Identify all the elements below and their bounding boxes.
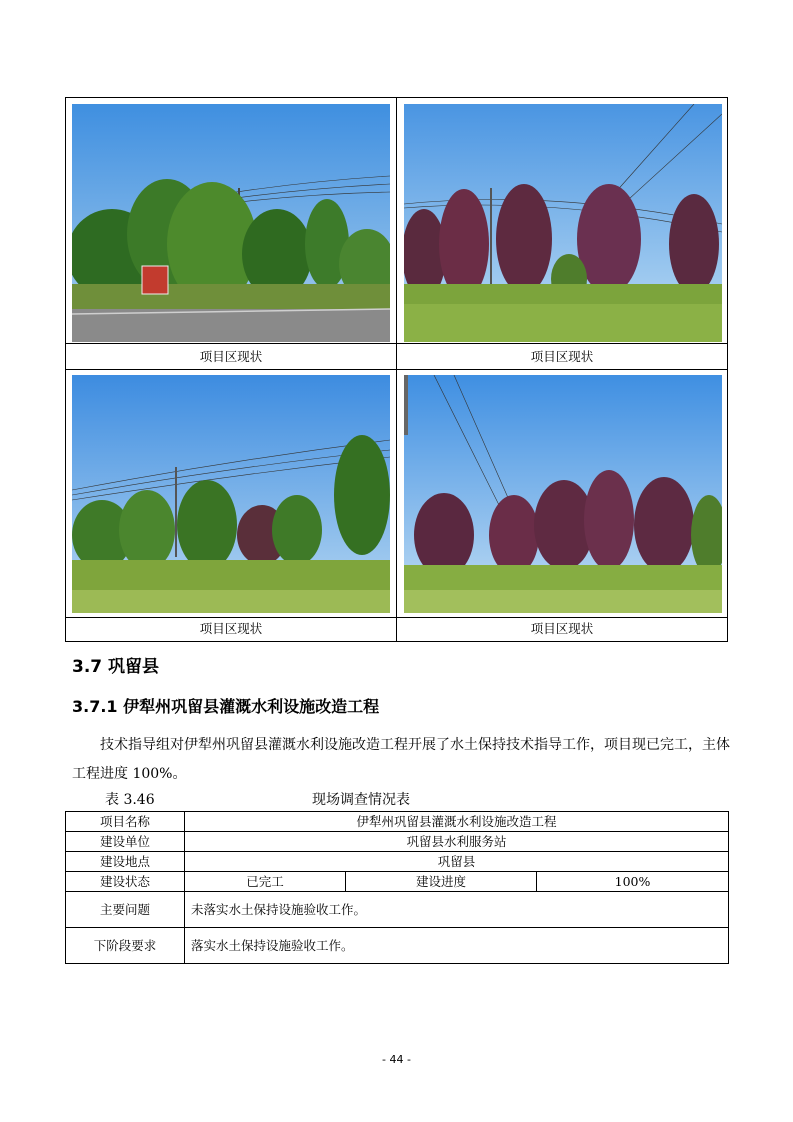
photo-2: [404, 104, 722, 342]
table-row: [66, 832, 729, 852]
photo-grid: [65, 97, 728, 642]
photo-caption-3: 项目区现状: [199, 621, 263, 636]
photo-1: [72, 104, 390, 342]
issues-label: 主要问题: [66, 892, 185, 928]
progress-value: 100%: [537, 872, 729, 892]
body-paragraph: 技术指导组对伊犁州巩留县灌溉水利设施改造工程开展了水土保持技术指导工作，项目现已完工，主体工程进度 100%。: [72, 737, 730, 782]
progress-label: 建设进度: [346, 872, 537, 892]
photo-caption-4: 项目区现状: [530, 621, 594, 636]
table-number: 表 3.46: [105, 792, 155, 808]
status-label: 建设状态: [66, 872, 185, 892]
location-label: 建设地点: [66, 852, 185, 872]
section-heading: 3.7 巩留县: [72, 657, 160, 677]
issues-value: 未落实水土保持设施验收工作。: [185, 892, 729, 928]
table-row: [66, 812, 729, 832]
grid-divider-h1: [66, 343, 727, 344]
table-title: 现场调查情况表: [312, 792, 410, 808]
page-number: - 44 -: [382, 1053, 411, 1066]
grid-divider-h2: [66, 369, 727, 370]
unit-label: 建设单位: [66, 832, 185, 852]
unit-value: 巩留县水利服务站: [185, 832, 729, 852]
photo-4: [404, 375, 722, 613]
project-name-value: 伊犁州巩留县灌溉水利设施改造工程: [185, 812, 729, 832]
next-stage-value: 落实水土保持设施验收工作。: [185, 928, 729, 964]
table-row: [66, 872, 729, 892]
subsection-heading: 3.7.1 伊犁州巩留县灌溉水利设施改造工程: [72, 697, 380, 716]
table-row: [66, 852, 729, 872]
survey-table: [65, 811, 729, 964]
table-row: [66, 928, 729, 964]
photo-3: [72, 375, 390, 613]
project-name-label: 项目名称: [66, 812, 185, 832]
photo-caption-2: 项目区现状: [530, 349, 594, 364]
status-value: 已完工: [185, 872, 346, 892]
location-value: 巩留县: [185, 852, 729, 872]
photo-caption-1: 项目区现状: [199, 349, 263, 364]
table-row: [66, 892, 729, 928]
next-stage-label: 下阶段要求: [66, 928, 185, 964]
grid-divider-h3: [66, 617, 727, 618]
